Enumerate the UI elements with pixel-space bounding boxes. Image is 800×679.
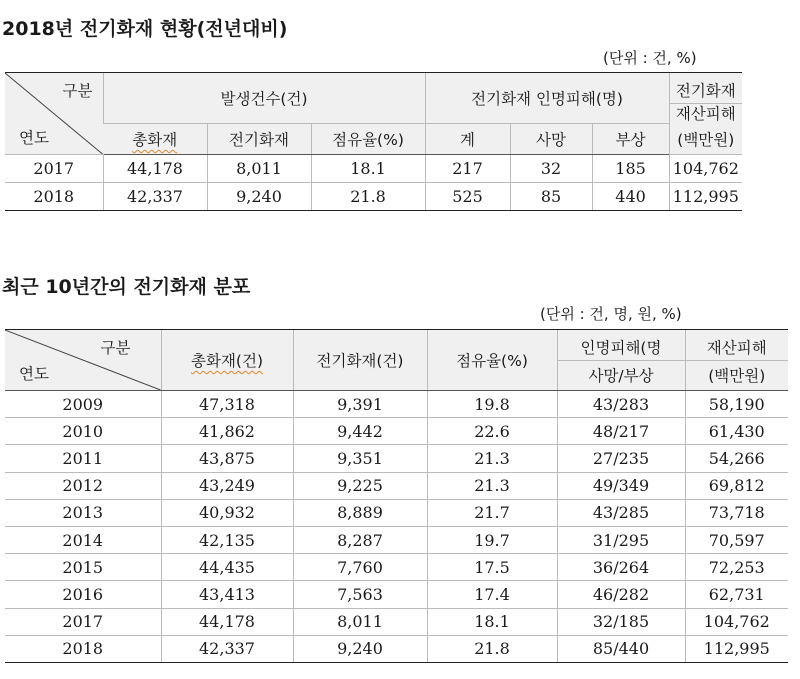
- property-cell: 104,762: [669, 155, 742, 183]
- casualty-cell: 48/217: [557, 418, 685, 445]
- share-cell: 21.3: [427, 472, 557, 499]
- casualty-total-cell: 217: [425, 155, 510, 183]
- total-fires-cell: 44,178: [161, 608, 293, 635]
- share-cell: 18.1: [427, 608, 557, 635]
- property-header-line2: (백만원): [708, 367, 766, 385]
- total-fires-cell: 44,178: [103, 155, 207, 183]
- property-header-line1: 재산피해: [706, 339, 767, 357]
- casualty-cell: 32/185: [557, 608, 685, 635]
- total-fires-cell: 42,135: [161, 526, 293, 553]
- property-cell: 73,718: [685, 499, 788, 526]
- electrical-fires-cell: 7,563: [293, 581, 427, 608]
- casualty-cell: 43/285: [557, 499, 685, 526]
- casualty-cell: 43/283: [557, 391, 685, 418]
- table-row: [5, 418, 788, 445]
- share-header: 점유율(%): [427, 330, 557, 391]
- corner-header: [5, 330, 161, 391]
- table-row: [5, 472, 788, 499]
- table-row: [5, 183, 742, 211]
- property-header-line2: 재산피해: [675, 105, 736, 123]
- total-fires-cell: 42,337: [103, 183, 207, 211]
- property-cell: 61,430: [685, 418, 788, 445]
- share-cell: 17.4: [427, 581, 557, 608]
- share-cell: 19.8: [427, 391, 557, 418]
- year-cell: 2018: [5, 183, 103, 211]
- share-cell: 17.5: [427, 554, 557, 581]
- electrical-fires-header: 전기화재(건): [293, 330, 427, 391]
- table-row: [5, 526, 788, 553]
- casualty-cell: 49/349: [557, 472, 685, 499]
- share-cell: 21.8: [427, 635, 557, 662]
- corner-header-bottom: 연도: [19, 129, 49, 147]
- year-cell: 2010: [5, 418, 161, 445]
- fire-comparison-table: [5, 72, 742, 211]
- year-cell: 2013: [5, 499, 161, 526]
- electrical-fires-cell: 9,240: [293, 635, 427, 662]
- casualty-cell: 85/440: [557, 635, 685, 662]
- share-cell: 22.6: [427, 418, 557, 445]
- share-cell: 19.7: [427, 526, 557, 553]
- year-cell: 2015: [5, 554, 161, 581]
- casualty-total-cell: 525: [425, 183, 510, 211]
- table-row: [5, 499, 788, 526]
- corner-header-top: 구분: [100, 339, 131, 357]
- section2-title: 최근 10년간의 전기화재 분포: [2, 276, 251, 298]
- property-header-unit: (백만원): [677, 131, 735, 149]
- total-fires-cell: 41,862: [161, 418, 293, 445]
- casualty-cell: 46/282: [557, 581, 685, 608]
- total-fires-cell: 40,932: [161, 499, 293, 526]
- electrical-fires-cell: 9,351: [293, 445, 427, 472]
- electrical-fires-cell: 9,240: [207, 183, 311, 211]
- property-cell: 58,190: [685, 391, 788, 418]
- electrical-fires-cell: 9,225: [293, 472, 427, 499]
- injuries-cell: 440: [592, 183, 669, 211]
- casualty-header-line2: 사망/부상: [588, 367, 654, 385]
- share-cell: 21.8: [311, 183, 425, 211]
- casualty-header: [557, 330, 685, 391]
- injuries-header: 부상: [592, 124, 669, 155]
- electrical-fires-cell: 8,287: [293, 526, 427, 553]
- casualty-header-line1: 인명피해(명: [580, 339, 662, 357]
- table-row: [5, 391, 788, 418]
- casualty-cell: 31/295: [557, 526, 685, 553]
- share-header: 점유율(%): [311, 124, 425, 155]
- total-fires-cell: 43,413: [161, 581, 293, 608]
- table-row: [5, 554, 788, 581]
- total-fires-cell: 43,249: [161, 472, 293, 499]
- year-cell: 2012: [5, 472, 161, 499]
- year-cell: 2014: [5, 526, 161, 553]
- deaths-cell: 32: [510, 155, 592, 183]
- section1-unit-note: (단위 : 건, %): [603, 49, 697, 67]
- share-cell: 21.3: [427, 445, 557, 472]
- year-cell: 2018: [5, 635, 161, 662]
- total-fires-header: 총화재(건): [161, 330, 293, 391]
- electrical-fires-cell: 9,442: [293, 418, 427, 445]
- corner-header-bottom: 연도: [19, 365, 49, 383]
- property-header: [669, 73, 742, 155]
- property-cell: 112,995: [669, 183, 742, 211]
- table-row: [5, 581, 788, 608]
- year-cell: 2017: [5, 608, 161, 635]
- share-cell: 21.7: [427, 499, 557, 526]
- property-cell: 104,762: [685, 608, 788, 635]
- year-cell: 2016: [5, 581, 161, 608]
- corner-header: [5, 73, 103, 155]
- total-fires-cell: 42,337: [161, 635, 293, 662]
- table-row: [5, 155, 742, 183]
- property-cell: 54,266: [685, 445, 788, 472]
- year-cell: 2011: [5, 445, 161, 472]
- total-fires-cell: 47,318: [161, 391, 293, 418]
- table-row: [5, 445, 788, 472]
- total-fires-cell: 44,435: [161, 554, 293, 581]
- table-row: [5, 635, 788, 662]
- corner-header-top: 구분: [62, 82, 93, 100]
- section1-title: 2018년 전기화재 현황(전년대비): [2, 18, 288, 40]
- property-cell: 72,253: [685, 554, 788, 581]
- property-cell: 69,812: [685, 472, 788, 499]
- share-cell: 18.1: [311, 155, 425, 183]
- deaths-cell: 85: [510, 183, 592, 211]
- electrical-fires-cell: 8,011: [207, 155, 311, 183]
- property-cell: 70,597: [685, 526, 788, 553]
- property-header: [685, 330, 788, 391]
- year-cell: 2017: [5, 155, 103, 183]
- casualty-cell: 36/264: [557, 554, 685, 581]
- electrical-fires-header: 전기화재: [207, 124, 311, 155]
- casualty-group-header: 전기화재 인명피해(명): [425, 73, 669, 124]
- table-row: [5, 608, 788, 635]
- property-header-line1: 전기화재: [675, 82, 736, 100]
- property-cell: 112,995: [685, 635, 788, 662]
- occurrence-group-header: 발생건수(건): [103, 73, 425, 124]
- electrical-fires-cell: 9,391: [293, 391, 427, 418]
- casualty-cell: 27/235: [557, 445, 685, 472]
- electrical-fires-cell: 8,011: [293, 608, 427, 635]
- property-cell: 62,731: [685, 581, 788, 608]
- injuries-cell: 185: [592, 155, 669, 183]
- total-fires-cell: 43,875: [161, 445, 293, 472]
- total-fires-header: 총화재: [103, 124, 207, 155]
- deaths-header: 사망: [510, 124, 592, 155]
- casualty-total-header: 계: [425, 124, 510, 155]
- ten-year-distribution-table: [5, 329, 788, 663]
- section2-unit-note: (단위 : 건, 명, 원, %): [540, 305, 682, 323]
- electrical-fires-cell: 7,760: [293, 554, 427, 581]
- year-cell: 2009: [5, 391, 161, 418]
- electrical-fires-cell: 8,889: [293, 499, 427, 526]
